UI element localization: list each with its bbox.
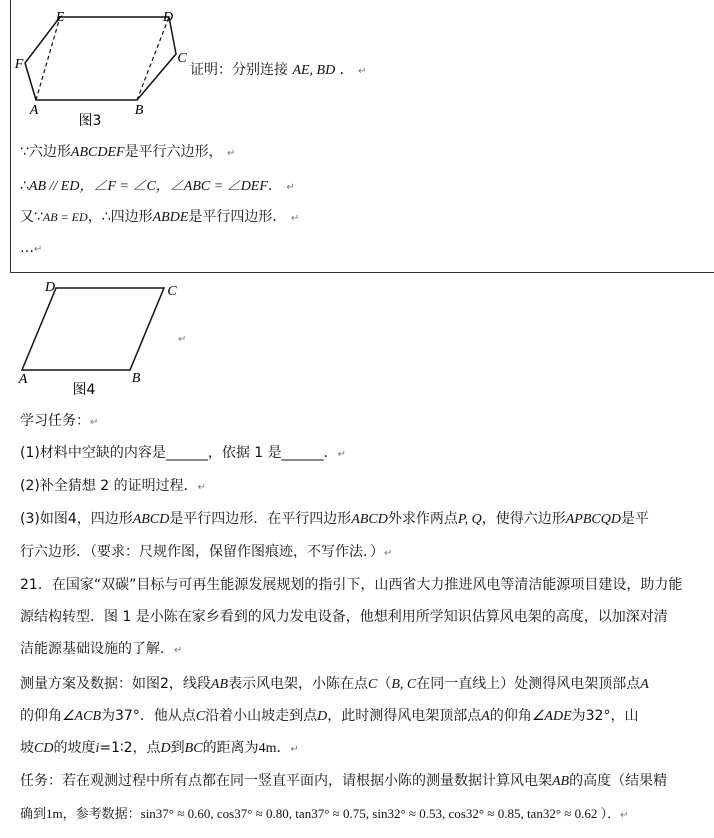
method-line-2: 的仰角∠ACB为37°．他从点C沿着小山坡走到点D，此时测得风电架顶部点A的仰角∠ADE为32°，山 [20, 708, 639, 724]
label-b: B [131, 371, 141, 386]
para-mark: ↵ [290, 744, 299, 755]
proof-line-3: 又∵AB = ED，∴四边形ABDE是平行四边形． ↵ [20, 209, 300, 225]
label-e: E [55, 10, 65, 25]
method-line-1: 测量方案及数据：如图2，线段AB表示风电架，小陈在点C（B, C在同一直线上）处测得风电架顶部点A [20, 676, 649, 692]
para-mark: ↵ [174, 645, 183, 656]
figure-3 [14, 4, 194, 130]
label-c: C [177, 51, 187, 66]
proof-line-2: ∴AB // ED，∠F = ∠C，∠ABC = ∠DEF． ↵ [20, 178, 295, 194]
label-a: A [18, 372, 28, 387]
label-a: A [29, 103, 39, 118]
question-1: (1)材料中空缺的内容是______，依据 1 是______．↵ [20, 445, 347, 461]
method-line-3: 坡CD的坡度i=1∶2，点D到BC的距离为4m．↵ [20, 740, 299, 756]
question-3-line-2: 行六边形．（要求：尺规作图，保留作图痕迹，不写作法．）↵ [20, 544, 393, 560]
question-2: (2)补全猜想 2 的证明过程．↵ [20, 478, 207, 494]
task-line-1: 任务：若在观测过程中所有点都在同一竖直平面内，请根据小陈的测量数据计算风电架AB的高度（结果精 [20, 773, 668, 789]
proof-ellipsis: …↵ [20, 240, 43, 256]
para-mark: ↵ [290, 213, 300, 224]
para-mark: ↵ [90, 417, 99, 428]
para-mark: ↵ [358, 66, 367, 77]
label-c: C [167, 284, 177, 299]
label-d: D [162, 10, 174, 25]
para-mark: ↵ [227, 148, 236, 159]
problem-21-line-2: 源结构转型．图 1 是小陈在家乡看到的风力发电设备，他想利用所学知识估算风电架的高度，以加深对清 [20, 609, 668, 625]
question-3-line-1: (3)如图4，四边形ABCD是平行四边形．在平行四边形ABCD外求作两点P, Q，使得六边形APBCQD是平 [20, 511, 649, 527]
parallelogram-outline [22, 288, 164, 370]
para-mark: ↵ [384, 548, 393, 559]
para-mark: ↵ [197, 482, 207, 493]
para-mark: ↵ [620, 810, 629, 821]
label-b: B [134, 103, 144, 118]
para-mark: ↵ [337, 449, 347, 460]
problem-21-line-3: 洁能源基础设施的了解．↵ [20, 641, 183, 657]
problem-21-line-1: 21．在国家“双碳”目标与可再生能源发展规划的指引下，山西省大力推进风电等清洁能源项目建设，助力能 [20, 577, 683, 593]
figure-3-caption: 图3 [78, 113, 102, 129]
proof-line-1: ∵六边形ABCDEF是平行六边形， ↵ [20, 144, 236, 160]
proof-intro: 证明：分别连接 AE, BD ． ↵ [190, 62, 367, 78]
task-title: 学习任务：↵ [20, 413, 99, 429]
para-mark: ↵ [286, 182, 295, 193]
figure-4 [14, 276, 194, 400]
task-line-2: 确到1m，参考数据：sin37° ≈ 0.60, cos37° ≈ 0.80, tan37° ≈ 0.75, sin32° ≈ 0.53, cos32° ≈ 0.85, tan32° ≈ 0.62 ）．↵ [20, 806, 629, 822]
label-d: D [44, 280, 56, 295]
label-f: F [14, 57, 24, 72]
dashed-line-ae [36, 17, 60, 100]
dashed-line-bd [137, 17, 169, 100]
para-mark: ↵ [34, 244, 43, 255]
figure-4-caption: 图4 [72, 382, 96, 398]
para-mark: ↵ [178, 334, 187, 345]
